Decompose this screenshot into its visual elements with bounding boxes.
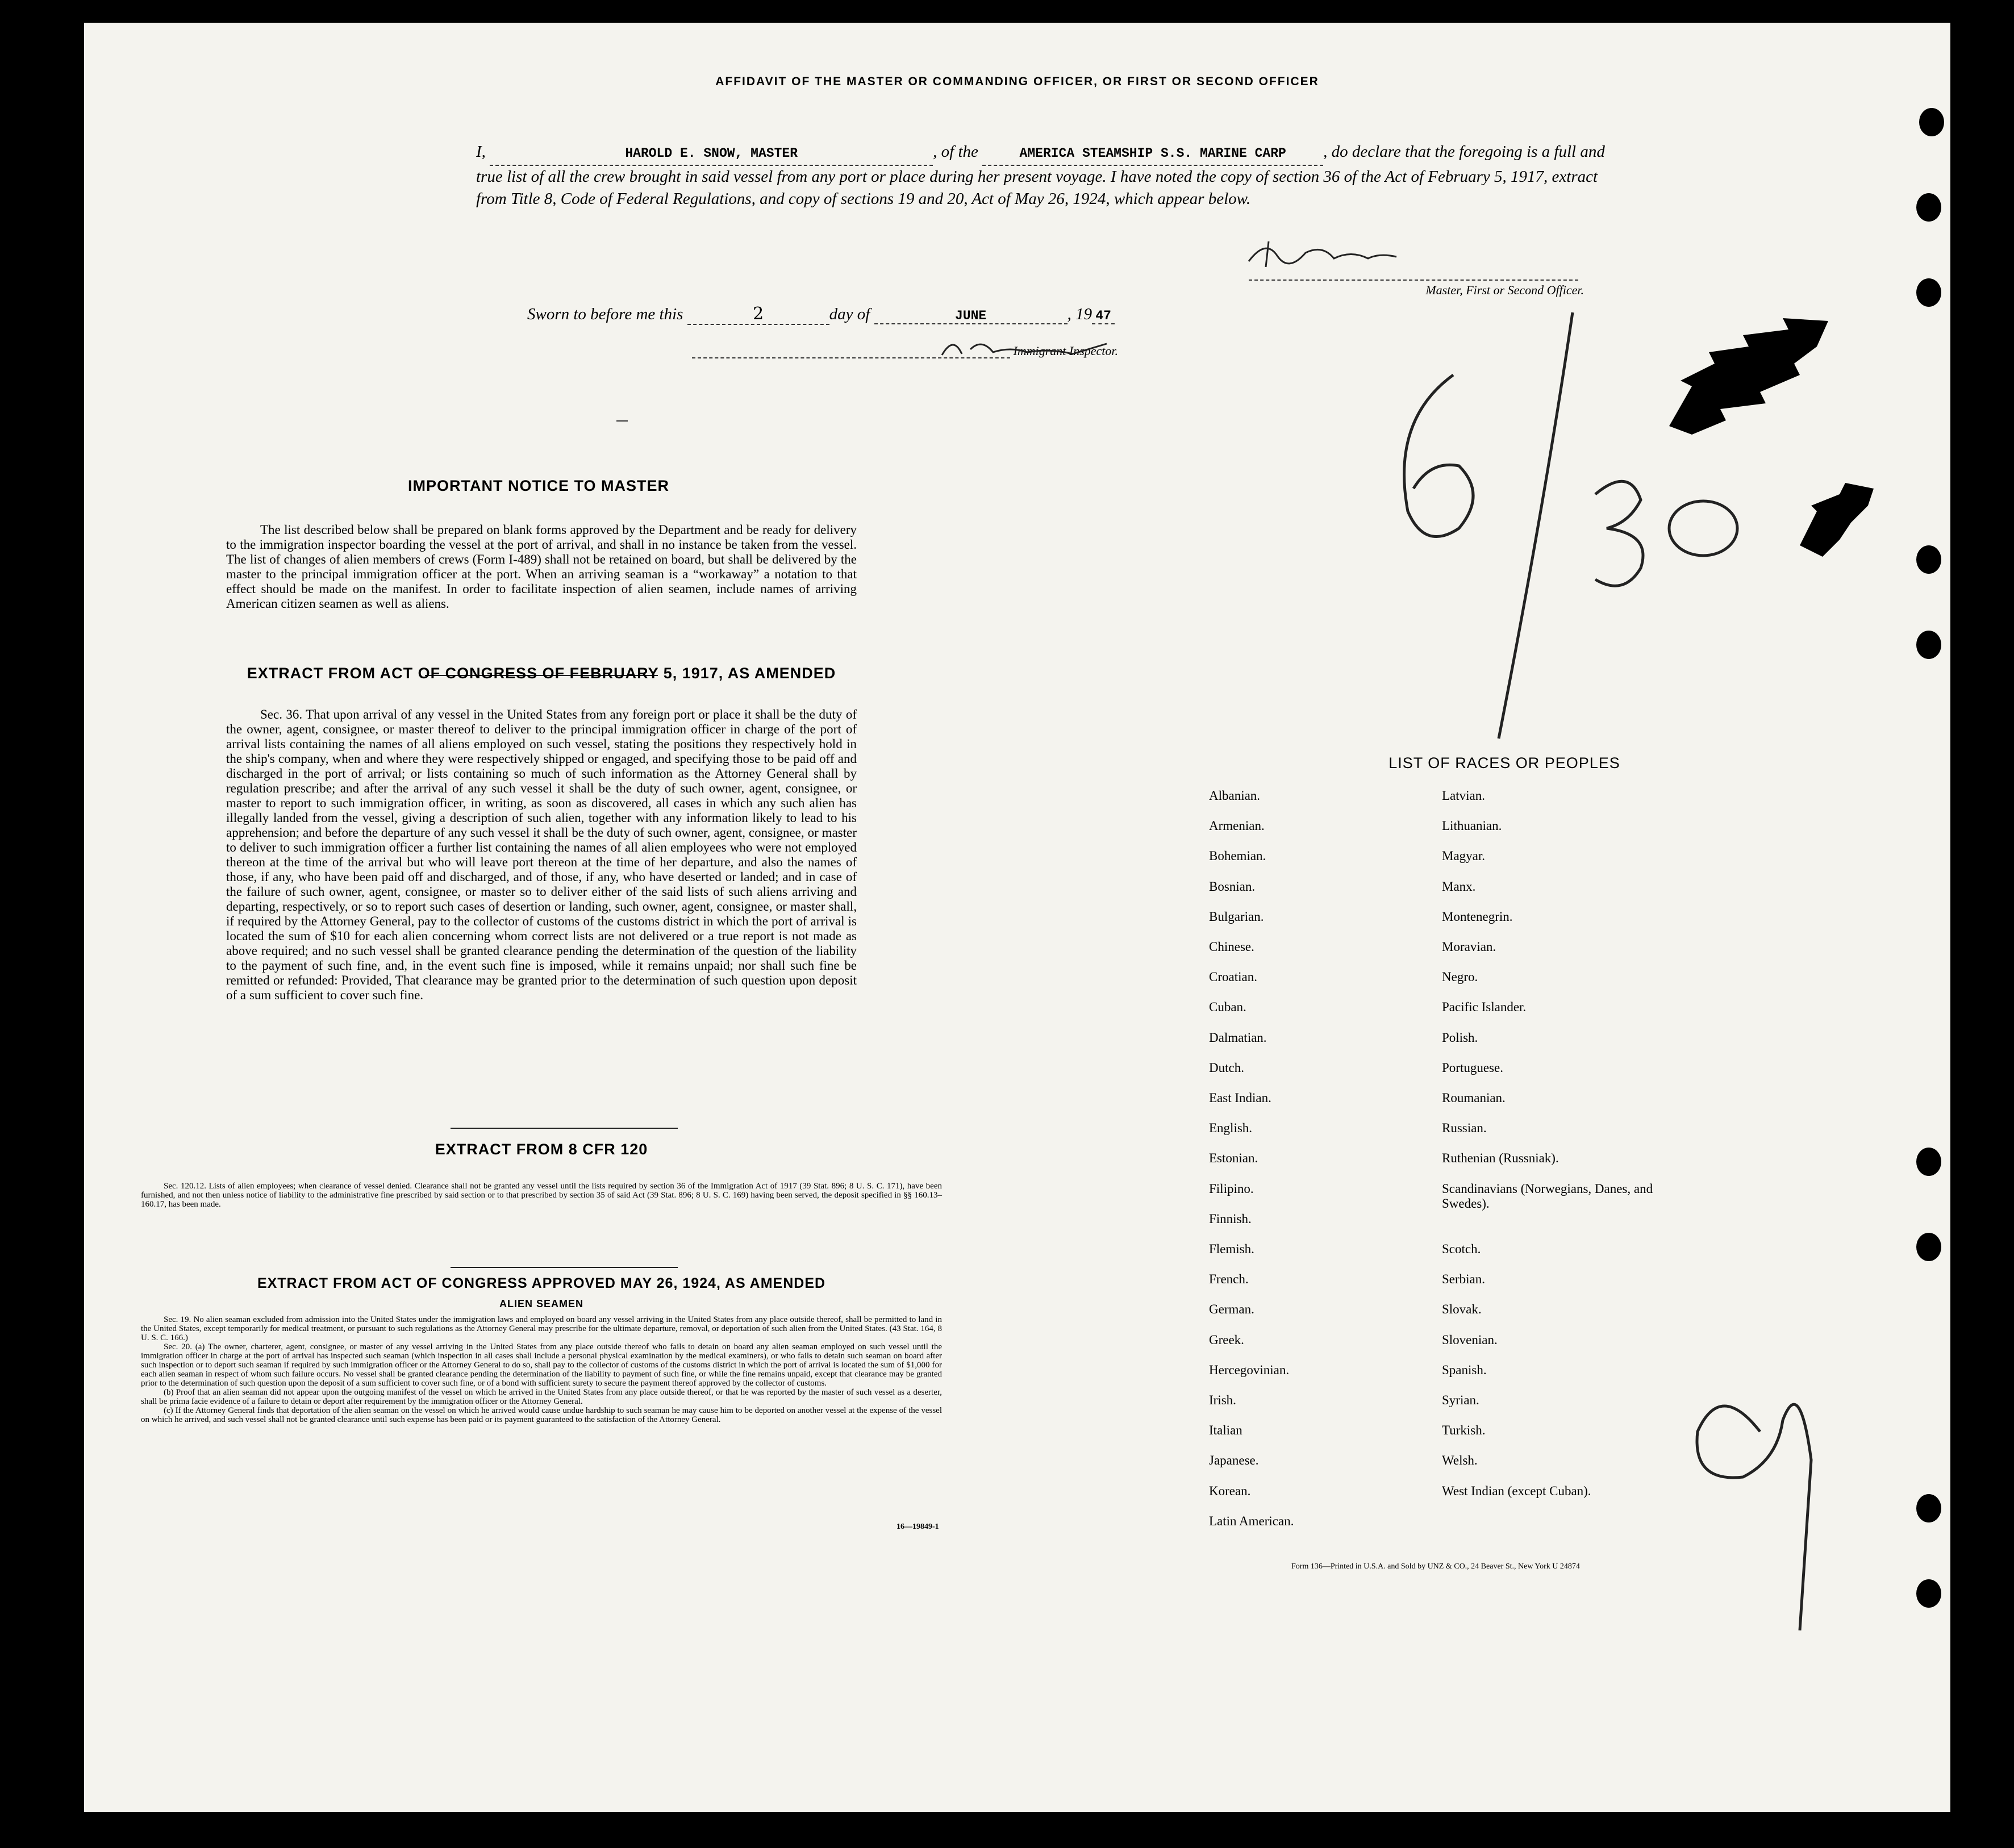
race-item: Scotch. <box>1442 1242 1481 1256</box>
sec-20b-text: (b) Proof that an alien seaman did not appear upon the outgoing manifest of the vessel on which he arrived in the United States from any place outside thereof, or that he was reported by the master of such vessel as a deserter, shall be prima facie evidence of a failure to detain or deport after requirement by the immigration officer or the Attorney General. <box>141 1388 942 1406</box>
race-item: Dutch. <box>1209 1060 1244 1075</box>
race-item: Negro. <box>1442 970 1478 985</box>
punch-hole <box>1916 631 1941 659</box>
extract-1917-text: Sec. 36. That upon arrival of any vessel in the United States from any foreign port or place it shall be the duty of the owner, agent, consignee, or master thereof to deliver to the principal immigration officer in charge of the port of arrival lists containing the names of all aliens employed on such vessel, stating the positions they respectively hold in the ship's company, when and where they were respectively shipped or engaged, and specifying those to be paid off and discharged in the port of arrival; or lists containing so much of such information as the Attorney General shall by regulation prescribe; and after the arrival of any such vessel it shall be the duty of such owner, agent, consignee, or master to report to such immigration officer, in writing, as soon as discovered, all cases in which any such alien has illegally landed from the vessel, giving a description of such alien, together with any information likely to lead to his apprehension; and before the departure of any such vessel it shall be the duty of such owner, agent, consignee, or master to deliver to such immigration officer a further list containing the names of all alien employees who were not employed thereon at the time of the arrival but who will leave port thereon at the time of her departure, and also the names of those, if any, who have been paid off and discharged, and of those, if any, who have deserted or landed; and in case of the failure of such owner, agent, consignee, or master so to deliver either of the said lists of such aliens arriving and departing, respectively, or so to report such cases of desertion or landing, such owner, agent, consignee, or master shall, if required by the Attorney General, pay to the collector of customs of the customs district in which the port of arrival is located the sum of $10 for each alien concerning whom correct lists are not delivered or a true report is not made as above required; and no such vessel shall be granted clearance pending the determination of the question of the liability to the payment of such fine, and, in the event such fine is imposed, while it remains unpaid; nor shall such fine be remitted or refunded: Provided, That clearance may be granted prior to the determination of such question upon deposit of a sum sufficient to cover such fine. <box>226 707 857 1002</box>
day-of-label: day of <box>829 305 870 323</box>
race-item: Welsh. <box>1442 1453 1478 1468</box>
sec-20a-text: Sec. 20. (a) The owner, charterer, agent, consignee, or master of any vessel arriving in the United States from any place outside thereof who fails to detain on board any alien seaman employed on such vessel until the immigration officer in charge at the port of arrival has inspected such seaman (which inspection in all cases shall include a personal physical examination by the medical examiners), or who fails to detain such seaman on board after such inspection or to deport such seaman if required by such immigration officer or the Attorney General to do so, shall pay to the collector of customs of the customs district in which the port of arrival is located the sum of $1,000 for each alien seaman in respect of whom such failure occurs. No vessel shall be granted clearance pending the determination of the liability to payment of such fine, or while the fine remains unpaid, except that clearance may be granted prior to the determination of such question upon the deposit of a sum sufficient to cover such fine, or of a bond with sufficient surety to secure the payment thereof approved by the collector of customs. <box>141 1342 942 1388</box>
affidavit-header: AFFIDAVIT OF THE MASTER OR COMMANDING OFFICER, OR FIRST OR SECOND OFFICER <box>715 75 1319 88</box>
affidavit-text: that the foregoing is a full and true list of all the crew brought in said vessel from any port or place during her present voyage. I have noted the copy of section 36 of the Act of February 5, 1917, extract from Title 8, Code of Federal Regulations, and copy of sections 19 and 20, Act of May 26, 1924, which appear below. <box>476 143 1605 208</box>
inspector-signature-graphic <box>936 332 1118 361</box>
race-item: Albanian. <box>1209 789 1261 803</box>
race-item: Armenian. <box>1209 819 1265 833</box>
punch-hole <box>1916 545 1941 574</box>
race-item: Spanish. <box>1442 1362 1487 1377</box>
handwritten-number-mark <box>1675 1346 1845 1644</box>
extract-1917-title: EXTRACT FROM ACT OF CONGRESS OF FEBRUARY 5, 1917, AS AMENDED <box>247 665 836 682</box>
cfr-text: Sec. 120.12. Lists of alien employees; when clearance of vessel denied. Clearance shall not be granted any vessel until the lists required by section 36 of the Immigration Act of 1917 (39 Stat. 896; 8 U. S. C. 171), have been furnished, and not then unless notice of liability to the administrative fine prescribed by said section or to that prescribed by section 35 of said Act (39 Stat. 896; 8 U. S. C. 169) having been served, the deposit specified in §§ 160.13–160.17, has been made. <box>141 1182 942 1209</box>
document-page <box>84 23 1950 1812</box>
races-title: LIST OF RACES OR PEOPLES <box>1388 754 1620 771</box>
race-item: Montenegrin. <box>1442 909 1513 924</box>
race-item: Magyar. <box>1442 849 1486 863</box>
sec-20c-text: (c) If the Attorney General finds that deportation of the alien seaman on the vessel on which he arrived would cause undue hardship to such seaman he may cause him to be deported on another vessel at the expense of the vessel on which he arrived, and such vessel shall not be granted clearance until such expense has been paid or its payment guaranteed to the satisfaction of the Attorney General. <box>141 1406 942 1424</box>
affidavit-of-the: , of the <box>933 143 978 161</box>
notice-title: IMPORTANT NOTICE TO MASTER <box>408 477 669 494</box>
divider-3 <box>451 1267 678 1268</box>
notice-text: The list described below shall be prepared on blank forms approved by the Department and be ready for delivery to the immigration inspector boarding the vessel at the port of arrival, and shall in no instance be taken from the vessel. The list of changes of alien members of crews (Form I-489) shall not be retained on board, but shall be delivered by the master to the principal immigration officer at the port. When an arriving seaman is a “workaway” a notation to that effect should be made on the manifest. In order to facilitate inspection of alien seamen, include names of arriving American citizen seamen as well as aliens. <box>226 523 857 611</box>
print-code: 16—19849-1 <box>896 1522 939 1531</box>
race-item: Lithuanian. <box>1442 819 1502 833</box>
race-item: Bosnian. <box>1209 879 1256 894</box>
race-item: Korean. <box>1209 1483 1251 1498</box>
cfr-title: EXTRACT FROM 8 CFR 120 <box>435 1141 648 1158</box>
race-item: East Indian. <box>1209 1091 1271 1105</box>
inspector-caption: Immigrant Inspector. <box>1013 344 1119 358</box>
extract-1924-title: EXTRACT FROM ACT OF CONGRESS APPROVED MAY 26, 1924, AS AMENDED <box>257 1275 826 1291</box>
race-item: Irish. <box>1209 1393 1236 1407</box>
race-item: Ruthenian (Russniak). <box>1442 1151 1559 1166</box>
race-item: Estonian. <box>1209 1151 1258 1166</box>
race-item: French. <box>1209 1272 1249 1287</box>
punch-hole <box>1916 1579 1941 1608</box>
sworn-day-field: 2 <box>687 304 829 325</box>
race-item: Serbian. <box>1442 1272 1486 1287</box>
race-item: Manx. <box>1442 879 1476 894</box>
affidavit-declare: , do declare <box>1323 143 1401 161</box>
race-item: Italian <box>1209 1423 1242 1438</box>
punch-hole <box>1916 278 1941 307</box>
race-item: Portuguese. <box>1442 1060 1503 1075</box>
race-item: Scandinavians (Norwegians, Danes, and Swedes). <box>1442 1181 1653 1211</box>
small-dash <box>616 420 628 422</box>
race-item: Hercegovinian. <box>1209 1362 1290 1377</box>
sworn-statement <box>527 304 1323 325</box>
ink-blot-2 <box>1788 477 1891 568</box>
sworn-year-field: 47 <box>1092 308 1115 324</box>
extract-1924-subtitle: ALIEN SEAMEN <box>499 1298 583 1309</box>
race-item: Slovenian. <box>1442 1332 1498 1347</box>
race-item: Pacific Islander. <box>1442 1000 1527 1015</box>
punch-hole <box>1916 193 1941 222</box>
punch-hole <box>1919 108 1944 136</box>
race-item: Polish. <box>1442 1030 1478 1045</box>
race-item: Croatian. <box>1209 970 1257 985</box>
sworn-month-field: JUNE <box>874 308 1068 324</box>
race-item: Roumanian. <box>1442 1091 1506 1105</box>
race-item: Syrian. <box>1442 1393 1479 1407</box>
vessel-name-field: AMERICA STEAMSHIP S.S. MARINE CARP <box>982 143 1323 166</box>
race-item: Bohemian. <box>1209 849 1266 863</box>
affidavit-i-label: I, <box>476 143 486 161</box>
ink-blot-1 <box>1658 312 1851 454</box>
extract-1924-body <box>141 1315 942 1424</box>
race-item: Japanese. <box>1209 1453 1259 1468</box>
race-item: Turkish. <box>1442 1423 1486 1438</box>
sworn-label: Sworn to before me this <box>527 305 683 323</box>
race-item: Dalmatian. <box>1209 1030 1267 1045</box>
punch-hole <box>1916 1148 1941 1176</box>
punch-hole <box>1916 1233 1941 1261</box>
race-item: Filipino. <box>1209 1181 1254 1196</box>
race-item: Chinese. <box>1209 940 1254 954</box>
sec-19-text: Sec. 19. No alien seaman excluded from admission into the United States under the immigration laws and employed on board any vessel arriving in the United States from any place outside thereof, shall be permitted to land in the United States, except temporarily for medical treatment, or pursuant to such regulations as the Attorney General may prescribe for the ultimate departure, removal, or deportation of such alien from the United States. (43 Stat. 164, 8 U. S. C. 166.) <box>141 1315 942 1342</box>
race-item: Latin American. <box>1209 1513 1294 1528</box>
master-signature-line <box>1249 257 1578 281</box>
punch-hole <box>1916 1494 1941 1522</box>
year-prefix: , 19 <box>1067 305 1093 323</box>
master-signature-caption: Master, First or Second Officer. <box>1425 283 1584 297</box>
race-item: Moravian. <box>1442 940 1496 954</box>
race-item: West Indian (except Cuban). <box>1442 1483 1591 1498</box>
race-item: Flemish. <box>1209 1242 1254 1256</box>
race-item: Latvian. <box>1442 789 1485 803</box>
race-item: Cuban. <box>1209 1000 1246 1015</box>
race-item: Greek. <box>1209 1332 1244 1347</box>
handwritten-number-graphic <box>1675 1346 1845 1642</box>
race-item: Slovak. <box>1442 1302 1482 1317</box>
form-footer: Form 136—Printed in U.S.A. and Sold by UNZ & CO., 24 Beaver St., New York U 24874 <box>1291 1562 1580 1571</box>
master-name-field: HAROLD E. SNOW, MASTER <box>490 143 933 166</box>
race-item: Russian. <box>1442 1121 1487 1136</box>
race-item: English. <box>1209 1121 1253 1136</box>
race-item: Bulgarian. <box>1209 909 1264 924</box>
divider-2 <box>451 1128 678 1129</box>
affidavit-statement <box>476 141 1607 210</box>
race-item: German. <box>1209 1302 1254 1317</box>
race-item: Finnish. <box>1209 1211 1252 1226</box>
